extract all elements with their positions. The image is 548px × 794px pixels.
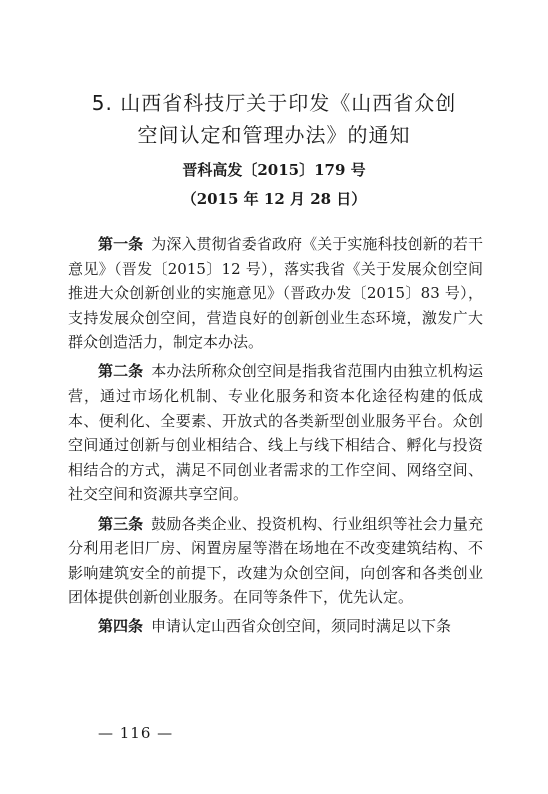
document-title-line-2: 空间认定和管理办法》的通知 (137, 123, 411, 147)
document-body (68, 232, 483, 644)
article-text: 为深入贯彻省委省政府《关于实施科技创新的若干意见》（晋发〔2015〕12 号），落实我省《关于发展众创空间推进大众创新创业的实施意见》（晋政办发〔2015〕83 号），支持发展众创空间，营造良好的创新创业生态环境，激发广大群众创造活力，制定本办法。 (68, 235, 483, 352)
article-label: 第二条 (98, 362, 144, 381)
article-text: 申请认定山西省众创空间，须同时满足以下条 (151, 617, 452, 636)
article-paragraph (68, 614, 483, 639)
document-number: 晋科高发〔2015〕179 号 (182, 161, 366, 179)
document-title-line-1: 5. 山西省科技厅关于印发《山西省众创 (91, 91, 457, 115)
article-paragraph (68, 359, 483, 507)
article-text: 鼓励各类企业、投资机构、行业组织等社会力量充分利用老旧厂房、闲置房屋等潜在场地在不改变建筑结构、不影响建筑安全的前提下，改建为众创空间，向创客和各类创业团体提供创新创业服务。在同等条件下，优先认定。 (68, 514, 483, 607)
article-label: 第一条 (98, 235, 144, 253)
article-text: 本办法所称众创空间是指我省范围内由独立机构运营，通过市场化机制、专业化服务和资本化途径构建的低成本、便利化、全要素、开放式的各类新型创业服务平台。众创空间通过创新与创业相结合、线上与线下相结合、孵化与投资相结合的方式，满足不同创业者需求的工作空间、网络空间、社交空间和资源共享空间。 (68, 362, 483, 504)
page-number: — 116 — (98, 724, 174, 742)
article-paragraph (68, 512, 483, 610)
article-paragraph (68, 232, 483, 355)
article-label: 第四条 (98, 617, 144, 636)
document-date: （2015 年 12 月 28 日） (181, 190, 367, 208)
article-label: 第三条 (98, 514, 144, 533)
